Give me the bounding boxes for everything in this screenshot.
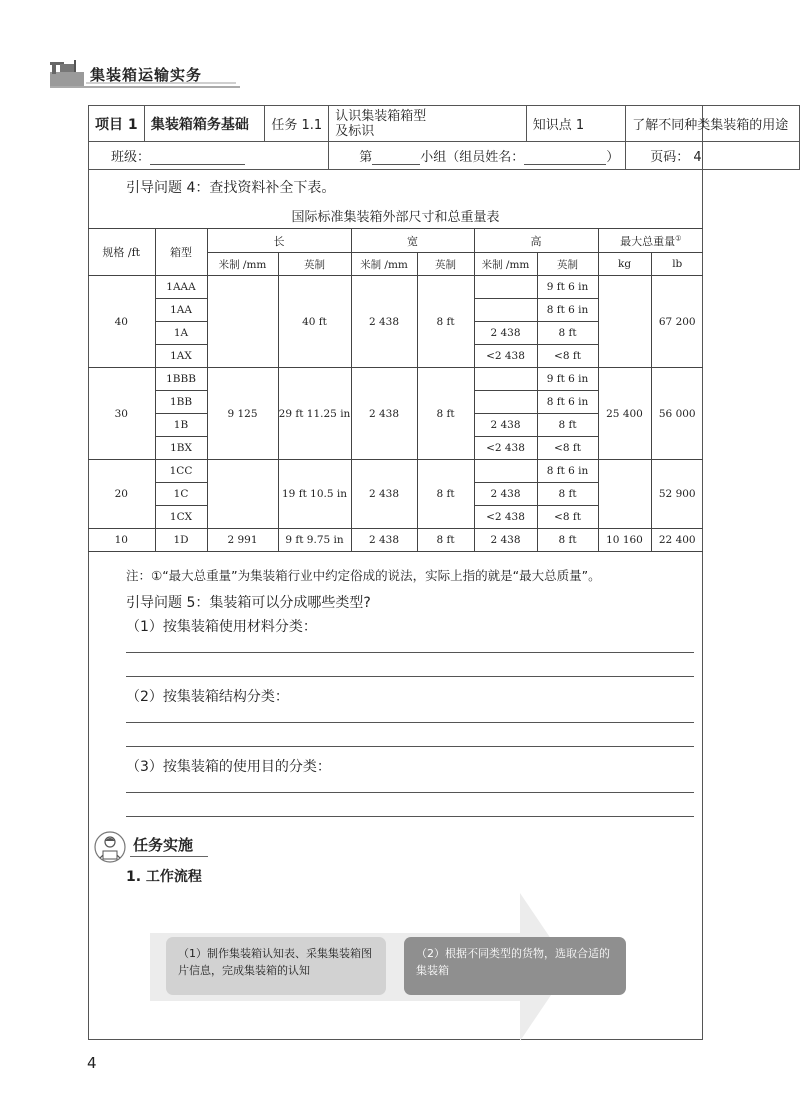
- worker-laptop-icon: [93, 831, 127, 863]
- spec-cell: 40: [88, 276, 155, 368]
- task-name-line1: 认识集装箱箱型: [335, 108, 427, 124]
- header-length: 长: [207, 229, 351, 253]
- header-height-imperial: 英制: [537, 253, 598, 276]
- table-row: [88, 529, 703, 552]
- height-imperial-cell: 8 ft 6 in: [537, 460, 598, 483]
- guide-question-5: 引导问题 5：集装箱可以分成哪些类型?: [126, 595, 371, 611]
- table-title: 国际标准集装箱外部尺寸和总重量表: [291, 210, 500, 225]
- width-metric-cell: 2 438: [351, 460, 417, 529]
- class-label: 班级：: [111, 150, 151, 165]
- height-imperial-cell: 8 ft 6 in: [537, 299, 598, 322]
- width-imperial-cell: 8 ft: [417, 460, 474, 529]
- height-metric-cell[interactable]: [474, 460, 537, 483]
- length-metric-cell: 2 991: [207, 529, 278, 552]
- weight-lb-cell: 52 900: [651, 460, 703, 529]
- header-kg: kg: [598, 253, 651, 276]
- header-spec: 规格 /ft: [88, 229, 155, 276]
- header-type: 箱型: [155, 229, 207, 276]
- height-imperial-cell: 9 ft 6 in: [537, 368, 598, 391]
- project-name: 集装箱箱务基础: [144, 106, 265, 142]
- note-mark: ①: [675, 233, 682, 242]
- height-metric-cell: <2 438: [474, 506, 537, 529]
- book-title: 集装箱运输实务: [90, 66, 203, 84]
- table-note: 注：①“最大总重量”为集装箱行业中约定俗成的说法，实际上指的就是“最大总质量”。: [126, 568, 601, 583]
- answer-line-1a[interactable]: [126, 652, 694, 653]
- height-metric-cell[interactable]: [474, 299, 537, 322]
- answer-line-3a[interactable]: [126, 792, 694, 793]
- table-row: [88, 460, 703, 483]
- height-imperial-cell: <8 ft: [537, 506, 598, 529]
- type-cell: 1D: [155, 529, 207, 552]
- task-title-underline: [130, 856, 208, 857]
- group-number-blank[interactable]: [372, 150, 420, 165]
- height-imperial-cell: 8 ft: [537, 322, 598, 345]
- height-metric-cell[interactable]: [474, 391, 537, 414]
- spec-cell: 20: [88, 460, 155, 529]
- height-imperial-cell: 8 ft: [537, 483, 598, 506]
- weight-kg-cell[interactable]: [598, 276, 651, 368]
- length-imperial-cell: 40 ft: [278, 276, 351, 368]
- table-row: [88, 368, 703, 391]
- height-imperial-cell: <8 ft: [537, 345, 598, 368]
- member-names-blank[interactable]: [524, 150, 606, 165]
- type-cell: 1CX: [155, 506, 207, 529]
- height-imperial-cell: <8 ft: [537, 437, 598, 460]
- length-metric-cell: 9 125: [207, 368, 278, 460]
- height-imperial-cell: 9 ft 6 in: [537, 276, 598, 299]
- header-max-weight-label: 最大总重量: [620, 234, 676, 248]
- weight-kg-cell: 25 400: [598, 368, 651, 460]
- width-imperial-cell: 8 ft: [417, 276, 474, 368]
- question-2-structure: （2）按集装箱结构分类：: [126, 689, 289, 705]
- height-metric-cell[interactable]: [474, 276, 537, 299]
- width-imperial-cell: 8 ft: [417, 368, 474, 460]
- header-height-metric: 米制 /mm: [474, 253, 537, 276]
- type-cell: 1BB: [155, 391, 207, 414]
- container-spec-table: [88, 228, 703, 552]
- workflow-title: 1. 工作流程: [126, 869, 202, 885]
- class-cell: [89, 142, 329, 170]
- question-1-material: （1）按集装箱使用材料分类：: [126, 619, 317, 635]
- weight-kg-cell: 10 160: [598, 529, 651, 552]
- weight-lb-cell: 67 200: [651, 276, 703, 368]
- answer-line-2a[interactable]: [126, 722, 694, 723]
- group-prefix: 第: [359, 150, 373, 165]
- info-table: [88, 105, 800, 170]
- header-height: 高: [474, 229, 598, 253]
- length-imperial-cell: 9 ft 9.75 in: [278, 529, 351, 552]
- header-width-metric: 米制 /mm: [351, 253, 417, 276]
- knowledge-name: 了解不同种类集装箱的用途: [626, 106, 800, 142]
- workflow-step-1: （1）制作集装箱认知表、采集集装箱图片信息，完成集装箱的认知: [166, 937, 386, 995]
- page-code-label: 页码：: [650, 150, 690, 165]
- table-row: [88, 276, 703, 299]
- class-blank[interactable]: [150, 150, 245, 165]
- length-metric-cell[interactable]: [207, 460, 278, 529]
- page-number: 4: [87, 1054, 97, 1072]
- type-cell: 1CC: [155, 460, 207, 483]
- page-code-value: 4: [693, 150, 702, 165]
- answer-line-1b[interactable]: [126, 676, 694, 677]
- type-cell: 1B: [155, 414, 207, 437]
- task-implementation-title: 任务实施: [133, 836, 194, 854]
- type-cell: 1A: [155, 322, 207, 345]
- spec-cell: 10: [88, 529, 155, 552]
- height-metric-cell: 2 438: [474, 529, 537, 552]
- task-name-line2: 及标识: [335, 123, 375, 139]
- workflow-step-2: （2）根据不同类型的货物，选取合适的集装箱: [404, 937, 626, 995]
- type-cell: 1AX: [155, 345, 207, 368]
- answer-line-3b[interactable]: [126, 816, 694, 817]
- header-width-imperial: 英制: [417, 253, 474, 276]
- type-cell: 1C: [155, 483, 207, 506]
- group-suffix: 小组（组员姓名：: [420, 150, 525, 165]
- task-label: 任务 1.1: [265, 106, 329, 142]
- height-metric-cell: <2 438: [474, 437, 537, 460]
- height-imperial-cell: 8 ft: [537, 529, 598, 552]
- guide-question-4: 引导问题 4：查找资料补全下表。: [126, 180, 336, 196]
- header-length-metric: 米制 /mm: [207, 253, 278, 276]
- width-metric-cell: 2 438: [351, 529, 417, 552]
- type-cell: 1BBB: [155, 368, 207, 391]
- project-label: 项目 1: [89, 106, 145, 142]
- question-3-purpose: （3）按集装箱的使用目的分类：: [126, 759, 331, 775]
- group-close: ）: [606, 150, 620, 165]
- header-max-weight: [598, 229, 703, 253]
- weight-lb-cell: 22 400: [651, 529, 703, 552]
- height-metric-cell: <2 438: [474, 345, 537, 368]
- header-width: 宽: [351, 229, 474, 253]
- page-code-cell: [626, 142, 800, 170]
- type-cell: 1AA: [155, 299, 207, 322]
- width-imperial-cell: 8 ft: [417, 529, 474, 552]
- height-metric-cell: 2 438: [474, 483, 537, 506]
- group-cell: [329, 142, 626, 170]
- height-metric-cell[interactable]: [474, 368, 537, 391]
- height-metric-cell: 2 438: [474, 322, 537, 345]
- height-imperial-cell: 8 ft: [537, 414, 598, 437]
- length-metric-cell[interactable]: [207, 276, 278, 368]
- type-cell: 1BX: [155, 437, 207, 460]
- width-metric-cell: 2 438: [351, 276, 417, 368]
- type-cell: 1AAA: [155, 276, 207, 299]
- weight-lb-cell: 56 000: [651, 368, 703, 460]
- height-metric-cell: 2 438: [474, 414, 537, 437]
- weight-kg-cell[interactable]: [598, 460, 651, 529]
- width-metric-cell: 2 438: [351, 368, 417, 460]
- length-imperial-cell: 29 ft 11.25 in: [278, 368, 351, 460]
- task-name: [329, 106, 527, 142]
- header-length-imperial: 英制: [278, 253, 351, 276]
- knowledge-label: 知识点 1: [526, 106, 626, 142]
- length-imperial-cell: 19 ft 10.5 in: [278, 460, 351, 529]
- spec-cell: 30: [88, 368, 155, 460]
- header-lb: lb: [651, 253, 703, 276]
- answer-line-2b[interactable]: [126, 746, 694, 747]
- height-imperial-cell: 8 ft 6 in: [537, 391, 598, 414]
